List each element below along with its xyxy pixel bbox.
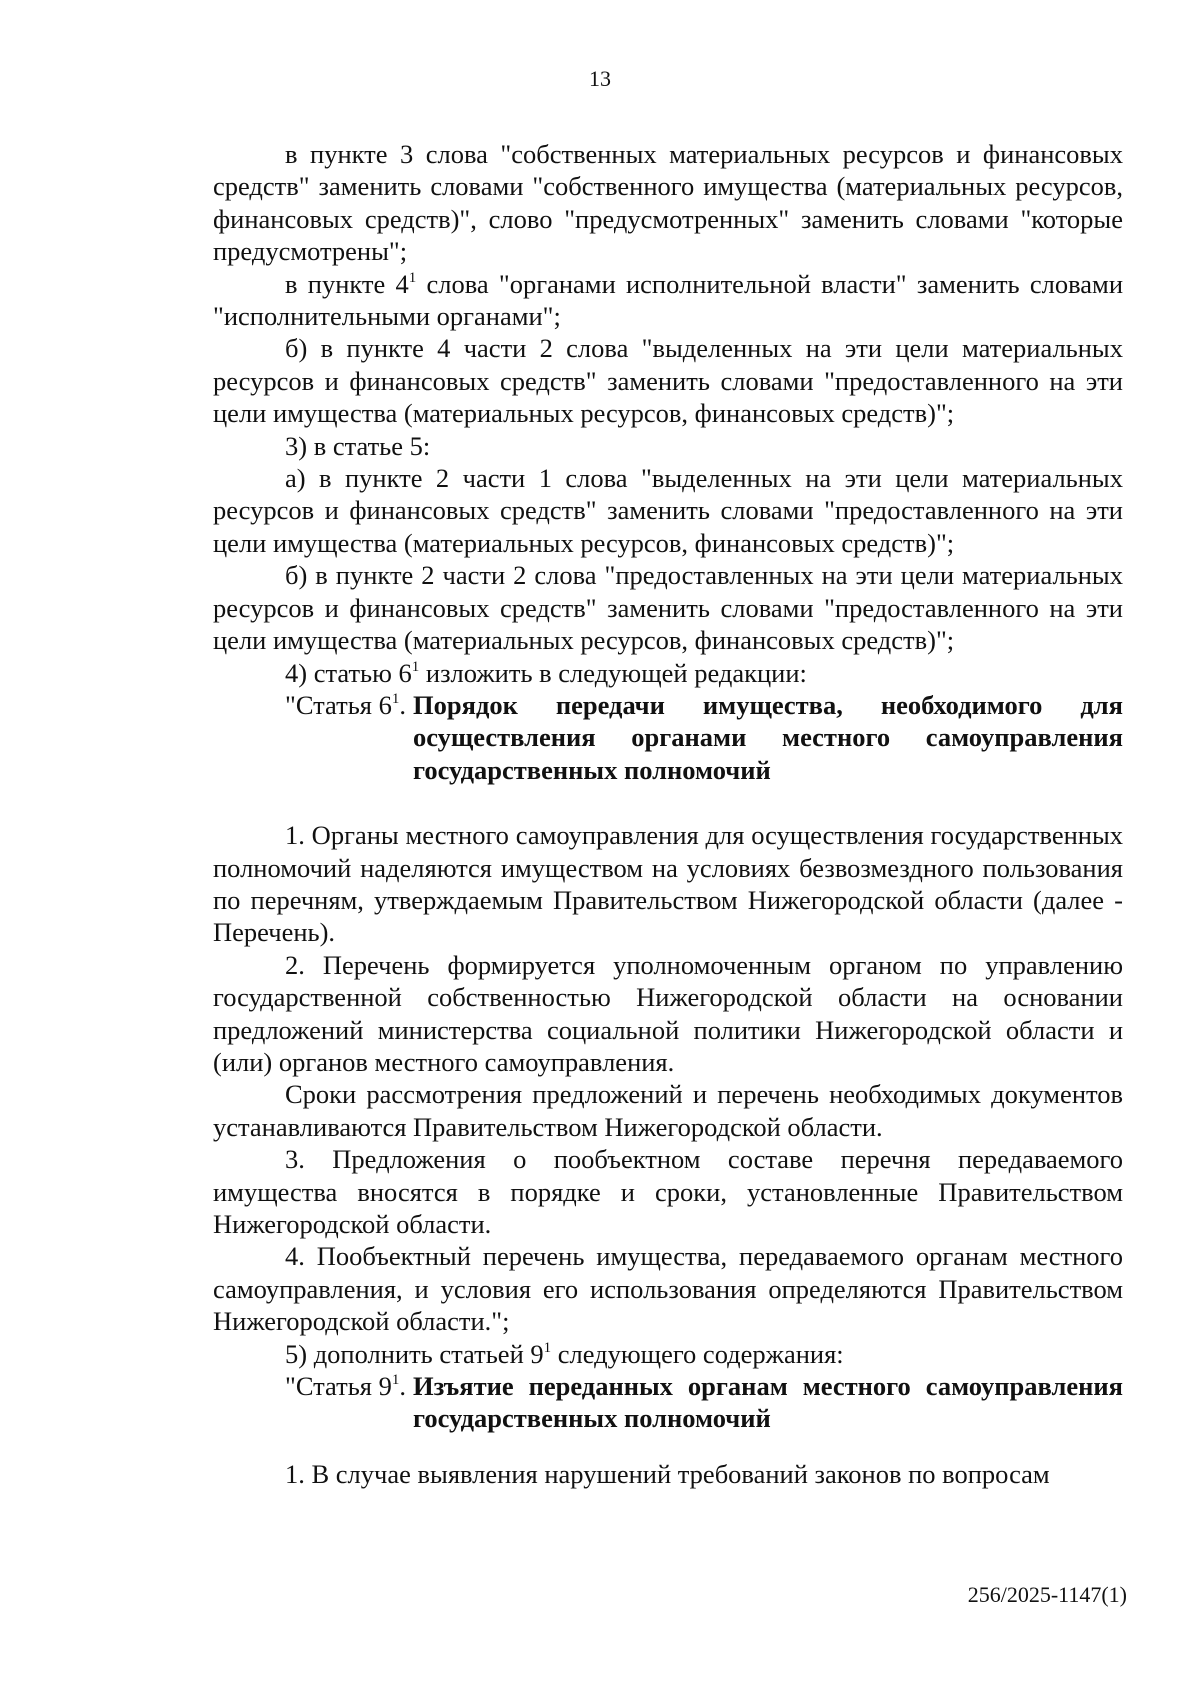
paragraph: 4) статью $6^1$ изложить в следующей редакции: xyxy=(285,657,807,688)
paragraph: 2. Перечень формируется уполномоченным органом по управлению государственной собственностью Нижегородской области на основании предложений министерства социальной политики Нижегородской области и (или) органов местного самоуправления. xyxy=(213,949,1123,1077)
paragraph: 4. Пообъектный перечень имущества, передаваемого органам местного самоуправления, и условия его использования определяются Правительством Нижегородской области."; xyxy=(213,1241,1123,1337)
article-label: "Статья $9^1$. xyxy=(285,1371,406,1402)
article-heading xyxy=(213,1370,1123,1435)
article-label: "Статья $6^1$. xyxy=(285,689,406,720)
paragraph: 1. В случае выявления нарушений требований законов по вопросам xyxy=(285,1458,1050,1489)
paragraph: 5) дополнить статьей $9^1$ следующего содержания: xyxy=(285,1338,844,1369)
paragraph: в пункте 3 слова "собственных материальных ресурсов и финансовых средств" заменить словами "собственного имущества (материальных ресурсов, финансовых средств)", слово "предусмотренных" заменить словами "которые предусмотрены"; xyxy=(213,139,1123,267)
article-title: Порядок передачи имущества, необходимого для осуществления органами местного самоуправления государственных полномочий xyxy=(413,689,1123,785)
page-number: 13 xyxy=(589,66,611,91)
paragraph: б) в пункте 4 части 2 слова "выделенных на эти цели материальных ресурсов и финансовых средств" заменить словами "предоставленного на эти цели имущества (материальных ресурсов, финансовых средств)"; xyxy=(213,333,1123,429)
document-code: 256/2025-1147(1) xyxy=(967,1582,1127,1607)
paragraph: а) в пункте 2 части 1 слова "выделенных на эти цели материальных ресурсов и финансовых средств" заменить словами "предоставленного на эти цели имущества (материальных ресурсов, финансовых средств)"; xyxy=(213,463,1123,558)
document-body xyxy=(213,138,1123,1490)
paragraph: 1. Органы местного самоуправления для осуществления государственных полномочий наделяются имуществом на условиях безвозмездного пользования по перечням, утверждаемым Правительством Нижегородской области (далее - Перечень). xyxy=(213,820,1123,948)
article-title: Изъятие переданных органам местного самоуправления государственных полномочий xyxy=(413,1371,1123,1434)
article-heading xyxy=(213,689,1123,786)
paragraph: 3) в статье 5: xyxy=(285,430,431,461)
paragraph: Сроки рассмотрения предложений и перечень необходимых документов устанавливаются Правительством Нижегородской области. xyxy=(213,1079,1123,1142)
paragraph: б) в пункте 2 части 2 слова "предоставленных на эти цели материальных ресурсов и финансовых средств" заменить словами "предоставленного на эти цели имущества (материальных ресурсов, финансовых средств)"; xyxy=(213,560,1123,656)
paragraph: 3. Предложения о пообъектном составе перечня передаваемого имущества вносятся в порядке и сроки, установленные Правительством Нижегородской области. xyxy=(213,1144,1123,1239)
paragraph: в пункте $4^1$ слова "органами исполнительной власти" заменить словами "исполнительными органами"; xyxy=(213,268,1124,332)
